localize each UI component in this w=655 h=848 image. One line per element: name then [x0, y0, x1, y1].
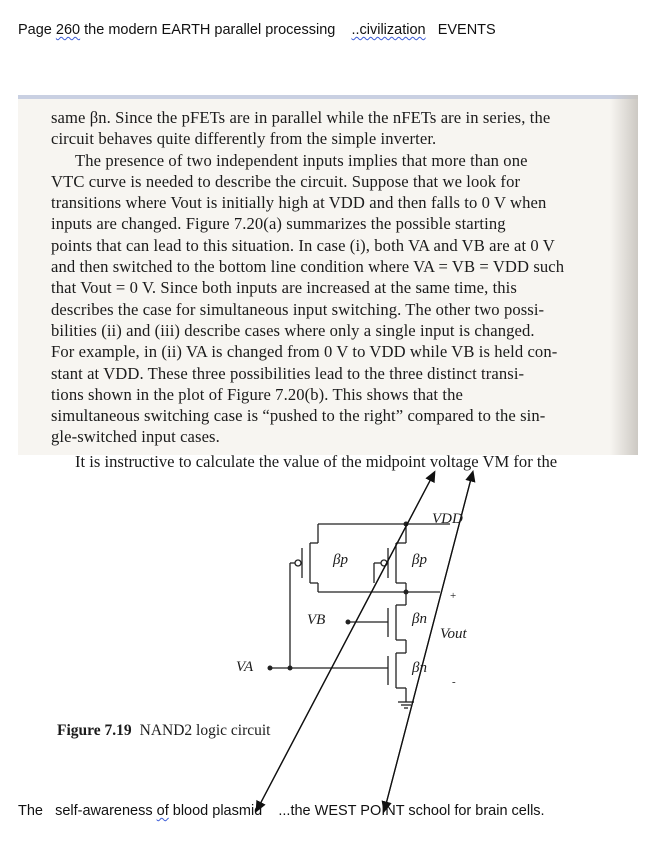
beta-n-1-label: βn	[412, 611, 427, 627]
footer-text-b: self-awareness	[55, 803, 153, 819]
page-number: 260	[55, 22, 81, 38]
scan-line: same βn. Since the pFETs are in parallel while the nFETs are in series, the	[51, 108, 551, 127]
scan-line: VTC curve is needed to describe the circuit. Suppose that we look for	[51, 171, 521, 191]
footer-text-e: ...the WEST POINT school for brain cells.	[278, 803, 545, 819]
beta-n-2-label: βn	[412, 660, 427, 676]
header-text-c: EVENTS	[437, 22, 496, 38]
scan-line: and then switched to the bottom line condition where VA = VB = VDD such	[51, 257, 565, 277]
scan-line: stant at VDD. These three possibilities lead to the three distinct transi-	[51, 363, 525, 383]
figure-caption	[57, 722, 270, 740]
footer-text-a: The	[18, 803, 43, 819]
beta-p-1-label: βp	[333, 552, 348, 568]
page-footer	[18, 803, 545, 819]
va-label: VA	[236, 659, 254, 675]
scan-line: that Vout = 0 V. Since both inputs are increased at the same time, this	[51, 278, 517, 298]
scan-line: gle-switched input cases.	[51, 427, 220, 447]
vout-label: Vout	[440, 626, 467, 642]
beta-p-2-label: βp	[412, 552, 427, 568]
output-node	[404, 590, 409, 595]
scan-line: inputs are changed. Figure 7.20(a) summarizes the possible starting	[51, 214, 506, 234]
header-text-a: the modern EARTH parallel processing	[84, 22, 336, 38]
arrow-head-bottom-left	[258, 475, 433, 808]
scan-line: bilities (ii) and (iii) describe cases where only a single input is changed.	[51, 320, 535, 340]
page-label: Page	[18, 22, 52, 38]
vdd-label: VDD	[432, 511, 463, 527]
footer-text-d: blood plasmid	[172, 803, 263, 819]
scan-line: tions shown in the plot of Figure 7.20(b). This shows that the	[51, 384, 463, 404]
figure-caption-text: NAND2 logic circuit	[139, 722, 271, 739]
scan-line: circuit behaves quite differently from the simple inverter.	[51, 129, 437, 149]
scan-line: For example, in (ii) VA is changed from 0 V to VDD while VB is held con-	[51, 342, 558, 362]
minus-sign: -	[452, 676, 456, 688]
scan-line: transitions where Vout is initially high at VDD and then falls to 0 V when	[51, 193, 547, 213]
va-terminal	[268, 666, 273, 671]
footer-text-c: of	[156, 803, 169, 819]
header-text-b: ..civilization	[351, 22, 426, 38]
scan-last-line: It is instructive to calculate the value of the midpoint voltage VM for the	[75, 452, 558, 471]
scan-line: describes the case for simultaneous input switching. The other two possi-	[51, 299, 545, 319]
figure-caption-label: Figure 7.19	[57, 722, 132, 739]
plus-sign: +	[450, 590, 457, 602]
va-node	[288, 666, 293, 671]
vb-terminal	[346, 620, 351, 625]
scan-line: points that can lead to this situation. In case (i), both VA and VB are at 0 V	[51, 235, 555, 255]
vb-label: VB	[307, 612, 326, 628]
scan-line: The presence of two independent inputs implies that more than one	[75, 150, 528, 170]
scan-line: simultaneous switching case is “pushed to the right” compared to the sin-	[51, 406, 546, 426]
